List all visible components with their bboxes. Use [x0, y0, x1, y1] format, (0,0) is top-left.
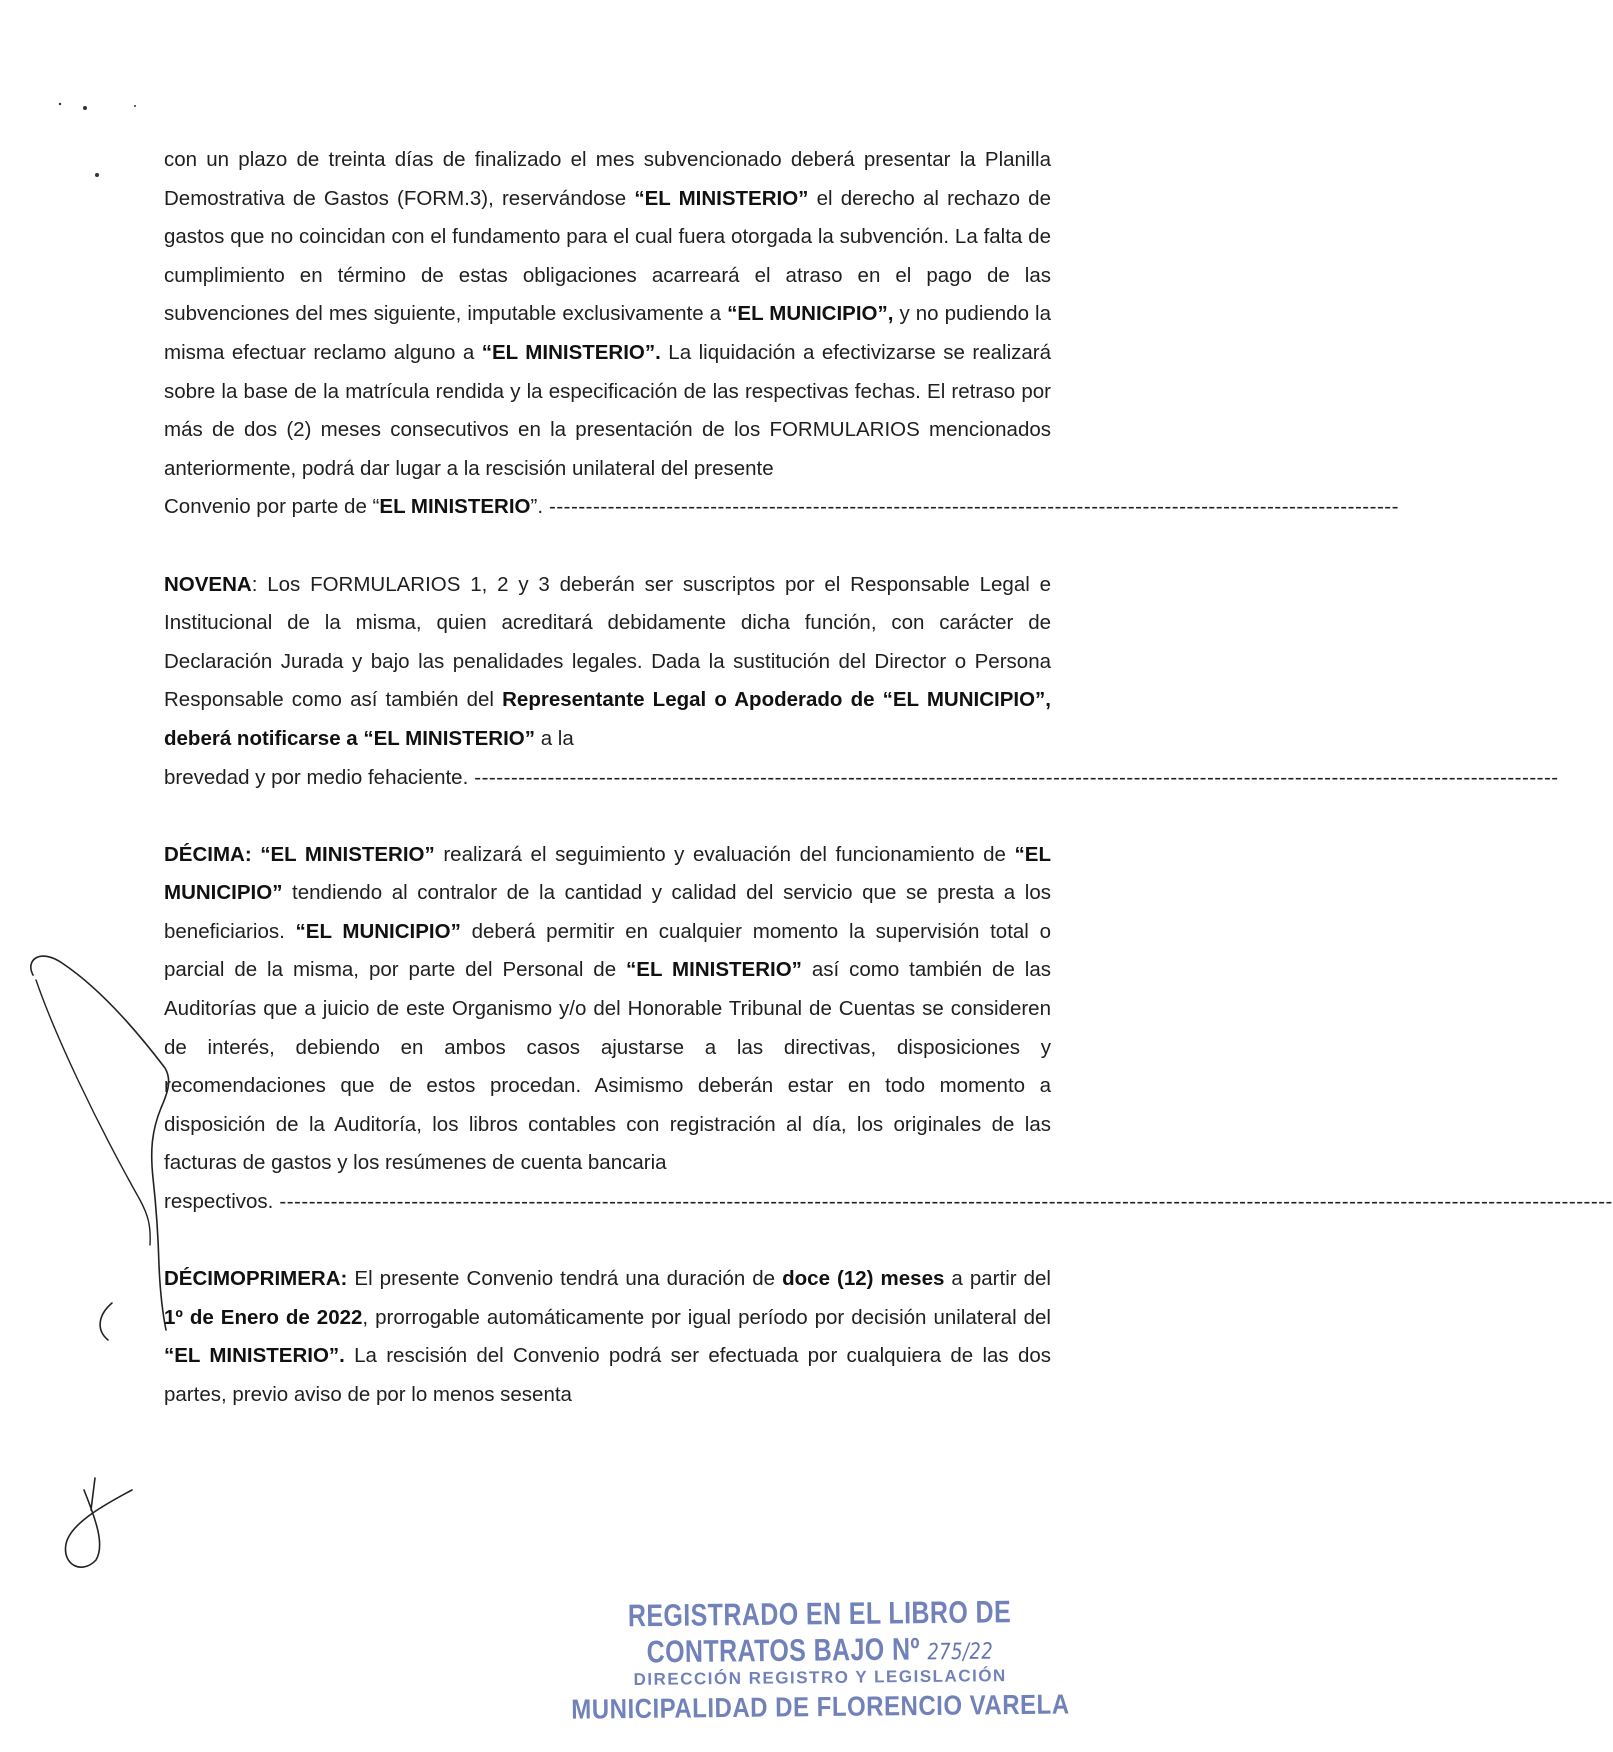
paragraph-closing-line [164, 1183, 1613, 1222]
handwritten-initials-mark [65, 1478, 132, 1567]
text-segment: con un plazo de treinta días de finalizado el mes subvencionado deberá presentar la Planilla Demostrativa de Gastos (FORM.3), reservándose [164, 148, 1051, 210]
bold-text-segment: “EL MINISTERIO” [626, 958, 802, 982]
paragraph-text [164, 836, 1051, 1183]
text-segment: : Los FORMULARIOS 1, 2 y 3 deberán ser suscriptos por el Responsable Legal e Institucional de la misma, quien acreditará debidamente dicha función, con carácter de Declaración Jurada y bajo las penalidades legales. Dada la sustitución del Director o Persona Responsable como así también del [164, 572, 1051, 712]
text-segment: , prorrogable automáticamente por igual período por decisión unilateral del [362, 1305, 1051, 1329]
dash-leader: -------------------------------------------------------------------------------------------------------------------------------------------------------------------------------------- [279, 1190, 1613, 1214]
paragraph-text [164, 566, 1051, 759]
closing-line-text [164, 488, 543, 527]
text-segment: ”. [530, 495, 544, 519]
bold-text-segment: 1º de Enero de 2022 [164, 1305, 363, 1329]
text-segment: a la [535, 726, 574, 750]
closing-line-text [164, 759, 468, 798]
text-segment: deberá permitir en cualquier momento la supervisión total o parcial de la misma, por parte del Personal de [164, 919, 1052, 982]
paragraph-decimoprimera [164, 1260, 1051, 1414]
paragraph-text [164, 1260, 1051, 1414]
handwritten-paren-mark [100, 1303, 112, 1340]
text-segment: realizará el seguimiento y evaluación del funcionamiento de [434, 842, 1015, 866]
text-segment: y no pudiendo la misma efectuar reclamo alguno a [164, 302, 1051, 364]
text-segment: brevedad y por medio fehaciente. [164, 765, 469, 789]
paragraph-continuation [164, 141, 1399, 527]
bold-text-segment: NOVENA [164, 572, 252, 596]
stamp-handwritten-number: 275/22 [927, 1638, 994, 1666]
paragraph-closing-line [164, 488, 1399, 527]
text-segment: así como también de las Auditorías que a juicio de este Organismo y/o del Honorable Tribunal de Cuentas se consideren de interés, debiendo en ambos casos ajustarse a las directivas, disposiciones y recomendaciones que de estos procedan. Asimismo deberán estar en todo momento a disposición de la Auditoría, los libros contables con registración al día, los originales de las facturas de gastos y los resúmenes de cuenta bancaria [164, 958, 1051, 1175]
stamp-line-1 [559, 1594, 1080, 1672]
paragraph-gap [164, 527, 1051, 566]
paragraph-closing-line [164, 759, 1559, 798]
bold-text-segment: EL MINISTERIO [379, 495, 531, 519]
paragraph-gap [164, 1222, 1051, 1261]
stamp-line-2: DIRECCIÓN REGISTRO Y LEGISLACIÓN [633, 1666, 1007, 1689]
stamp-line-3: MUNICIPALIDAD DE FLORENCIO VARELA [571, 1689, 1070, 1726]
text-segment: El presente Convenio tendrá una duración de [347, 1267, 783, 1291]
text-segment: La rescisión del Convenio podrá ser efectuada por cualquiera de las dos partes, previo aviso de por lo menos sesenta [164, 1344, 1052, 1406]
bold-text-segment: “EL MUNICIPIO” [164, 842, 1051, 905]
text-segment: el derecho al rechazo de gastos que no coincidan con el fundamento para el cual fuera otorgada la subvención. La falta de cumplimiento en término de estas obligaciones acarreará el atraso en el pago de las subvenciones del mes siguiente, imputable exclusivamente a [164, 186, 1051, 326]
scan-specks [59, 103, 136, 177]
bold-text-segment: “EL MINISTERIO”. [481, 340, 661, 364]
contract-body [164, 141, 1613, 1415]
paragraph-decima [164, 836, 1613, 1222]
paragraph-gap [164, 797, 1051, 836]
bold-text-segment: doce (12) meses [782, 1267, 945, 1291]
bold-text-segment: “EL MINISTERIO”. [164, 1344, 345, 1368]
bold-text-segment: “EL MINISTERIO” [634, 186, 809, 210]
stamp-line-1-text: REGISTRADO EN EL LIBRO DE CONTRATOS BAJO Nº [627, 1594, 1012, 1670]
text-segment: Convenio por parte de “ [164, 495, 380, 519]
text-segment: tendiendo al contralor de la cantidad y calidad del servicio que se presta a los beneficiarios. [164, 881, 1051, 943]
bold-text-segment: “EL MUNICIPIO” [295, 919, 461, 943]
bold-text-segment: “EL MUNICIPIO”, [727, 302, 894, 326]
bold-text-segment: Representante Legal o Apoderado de “EL MUNICIPIO”, deberá notificarse a “EL MINISTERIO” [164, 688, 1051, 750]
closing-line-text [164, 1183, 273, 1222]
registration-stamp [559, 1594, 1080, 1726]
text-segment: a partir del [944, 1267, 1051, 1291]
dash-leader: -------------------------------------------------------------------------------------------------------------------- [549, 495, 1399, 519]
paragraph-text [164, 141, 1051, 488]
dash-leader: ---------------------------------------------------------------------------------------------------------------------------------------------------- [474, 765, 1559, 789]
handwritten-margin-stroke [31, 956, 169, 1330]
text-segment: respectivos. [164, 1190, 274, 1214]
text-segment: La liquidación a efectivizarse se realizará sobre la base de la matrícula rendida y la especificación de las respectivas fechas. El retraso por más de dos (2) meses consecutivos en la presentación de los FORMULARIOS mencionados anteriormente, podrá dar lugar a la rescisión unilateral del presente [164, 340, 1052, 480]
bold-text-segment: DÉCIMOPRIMERA: [164, 1267, 348, 1291]
bold-text-segment: DÉCIMA: “EL MINISTERIO” [164, 842, 435, 866]
paragraph-novena [164, 566, 1559, 798]
handwritten-margin-stroke-2 [36, 980, 150, 1245]
